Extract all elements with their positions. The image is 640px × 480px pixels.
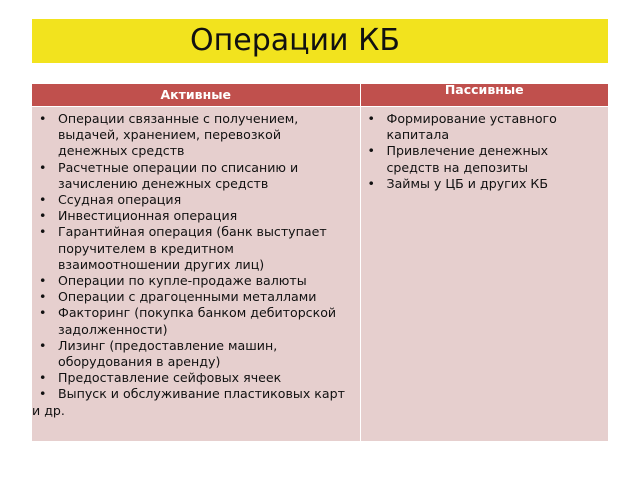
header-active-label: Активные [160, 87, 231, 102]
list-item-text: Предоставление сейфовых ячеек [58, 370, 282, 386]
list-item [38, 370, 354, 386]
bullet-icon: • [39, 208, 47, 224]
title-bar [32, 19, 608, 63]
page-title: Операции КБ [190, 23, 400, 58]
list-item-text: Операции по купле-продаже валюты [58, 273, 307, 289]
bullet-icon: • [367, 111, 375, 126]
list-item [367, 143, 603, 175]
list-item-text: Гарантийная операция (банк выступает поручителем в кредитном взаимоотношении других лиц) [58, 224, 327, 272]
bullet-icon: • [39, 289, 47, 305]
list-item-text: Привлечение денежных средств на депозиты [386, 143, 549, 175]
bullet-icon: • [39, 370, 47, 386]
bullet-icon: • [39, 111, 47, 126]
list-item [38, 192, 354, 208]
list-item-text: Займы у ЦБ и других КБ [386, 175, 548, 191]
bullet-icon: • [39, 192, 47, 208]
list-item [38, 111, 354, 160]
list-item-text: Лизинг (предоставление машин, оборудования в аренду) [58, 337, 278, 370]
list-item-text: Операции с драгоценными металлами [58, 289, 317, 305]
list-item [38, 289, 354, 305]
operations-table [32, 84, 608, 441]
cell-passive [360, 107, 608, 442]
list-item-text: Формирование уставного капитала [386, 111, 557, 143]
active-operations-list [38, 111, 354, 403]
list-item [38, 273, 354, 289]
bullet-icon: • [39, 305, 47, 321]
list-item-text: Выпуск и обслуживание пластиковых карт [58, 386, 345, 402]
list-item-text: Ссудная операция [58, 192, 182, 208]
bullet-icon: • [39, 273, 47, 289]
cell-active [32, 107, 360, 442]
active-tail-text: и др. [32, 402, 65, 418]
list-item-text: Факторинг (покупка банком дебиторской задолженности) [58, 305, 337, 337]
list-item [38, 305, 354, 337]
list-item-text: Расчетные операции по списанию и зачислению денежных средств [58, 159, 299, 191]
bullet-icon: • [367, 143, 375, 159]
header-passive-label: Пассивные [444, 82, 524, 97]
table-body-row [32, 107, 608, 442]
list-item-text: Инвестиционная операция [58, 208, 238, 224]
list-item [38, 224, 354, 273]
bullet-icon: • [367, 175, 375, 191]
list-item [367, 111, 603, 143]
list-item [38, 208, 354, 224]
list-item [367, 176, 603, 192]
bullet-icon: • [39, 337, 47, 353]
list-item [38, 386, 354, 402]
list-item [38, 160, 354, 192]
header-active [32, 84, 360, 107]
bullet-icon: • [39, 386, 47, 402]
list-item [38, 338, 354, 370]
bullet-icon: • [39, 159, 47, 175]
header-passive [360, 84, 608, 107]
passive-operations-list [367, 111, 603, 192]
bullet-icon: • [39, 224, 47, 240]
table-header-row [32, 84, 608, 107]
list-item-text: Операции связанные с получением, выдачей, хранением, перевозкой денежных средств [58, 111, 299, 159]
